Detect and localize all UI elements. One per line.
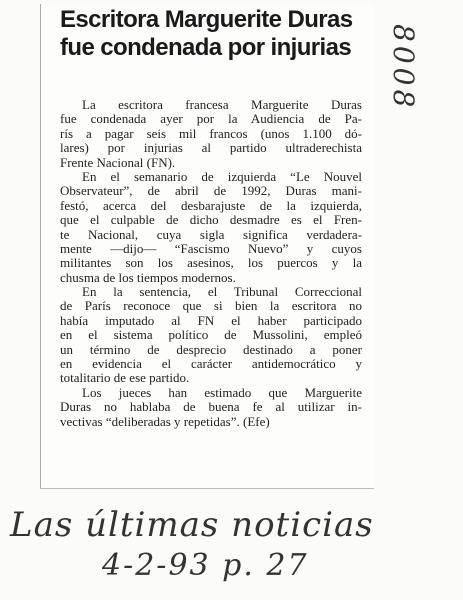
article-line: fue condenada ayer por la Audiencia de Pa-	[60, 111, 362, 127]
article-body	[60, 98, 362, 429]
article-line: vectivas “deliberadas y repetidas”. (Efe)	[60, 413, 270, 429]
article-line: que el culpable de dicho desmadre es el Fren-	[60, 212, 362, 228]
article-line: había imputado al FN el haber participado	[60, 312, 362, 328]
handwritten-date: 4-2-93 p. 27	[102, 548, 309, 583]
article-line: militantes son los asesinos, los puercos y la	[60, 255, 362, 271]
article-line: Observateur”, de abril de 1992, Duras mani-	[60, 183, 362, 199]
article-line: lares) por injurias al partido ultraderechista	[60, 140, 362, 156]
article-line: Duras no hablaba de buena fe al utilizar in-	[60, 399, 362, 415]
article-line: festó, acerca del desbarajuste de la izquierda,	[60, 197, 362, 213]
handwritten-side-number: 8008	[387, 24, 420, 112]
article-line: en el sistema político de Mussolini, empleó	[60, 327, 362, 343]
article-line: En la sentencia, el Tribunal Correccional	[82, 284, 362, 300]
article-line: de París reconoce que si bien la escritora no	[60, 298, 362, 314]
headline-line-2: fue condenada por injurias	[60, 34, 352, 61]
article-line: te Nacional, cuya sigla significa verdadera-	[60, 226, 362, 242]
article-line: La escritora francesa Marguerite Duras	[82, 97, 362, 112]
article-line: totalitario de ese partido.	[60, 370, 190, 386]
article-line: chusma de los tiempos modernos.	[60, 269, 236, 285]
article-line: un término de desprecio destinado a poner	[60, 341, 362, 357]
article-line: rís a pagar seis mil francos (unos 1.100 dó-	[60, 125, 362, 141]
headline	[60, 6, 360, 62]
handwritten-source: Las últimas noticias	[10, 505, 374, 545]
article-line: mente —dijo— “Fascismo Nuevo” y cuyos	[60, 240, 362, 256]
article-line: Frente Nacional (FN).	[60, 154, 176, 170]
article-line: En el semanario de izquierda “Le Nouvel	[82, 168, 362, 184]
article-line: Los jueces han estimado que Marguerite	[82, 384, 362, 400]
headline-line-1: Escritora Marguerite Duras	[60, 6, 353, 33]
article-line: en evidencia el carácter antidemocrático y	[60, 356, 362, 372]
